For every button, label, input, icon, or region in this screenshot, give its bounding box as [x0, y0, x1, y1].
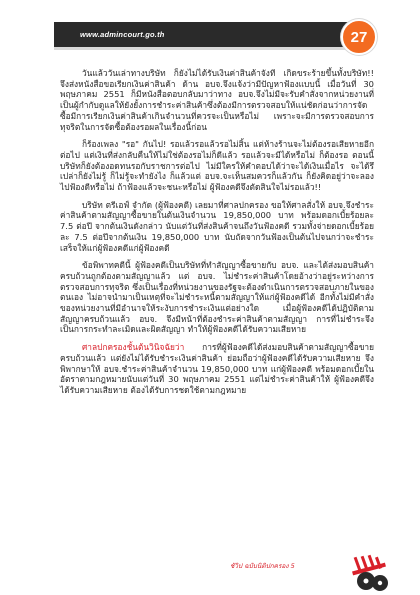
- page-number-badge: 27: [341, 19, 377, 55]
- footer: [230, 555, 368, 571]
- stamp-logo-icon: [350, 553, 392, 593]
- paragraph-5: [60, 342, 374, 396]
- paragraph-3: [60, 200, 374, 254]
- paragraph-1: [60, 68, 374, 132]
- paragraph-5-text: การที่ผู้ฟ้องคดีได้ส่งมอบสินค้าตามสัญญาซื้อขายครบถ้วนแล้ว แต่ยังไม่ได้รับชำระเงินค่าสินค้า ย่อมถือว่าผู้ฟ้องคดีได้รับความเสียหาย จึงพิพากษาให้ อบจ.ชำระค่าสินค้าจำนวน 19,850,000 บาท แก่ผู้ฟ้องคดี พร้อมดอกเบี้ยในอัตราตามกฎหมายนับแต่วันที่ 30 พฤษภาคม 2551 แต่ไม่ชำระค่าสินค้าให้ ผู้ฟ้องคดีจึงได้รับความเสียหาย ต้องได้รับการชดใช้ตามกฎหมาย: [60, 342, 374, 395]
- article-body: [60, 68, 374, 396]
- header-stripe: [54, 47, 368, 50]
- paragraph-4: [60, 260, 374, 335]
- header-website-url: www.admincourt.go.th: [80, 30, 165, 39]
- paragraph-2: [60, 139, 374, 193]
- footer-text: ชัวิป ฉบับนิติปกครอง 5: [230, 562, 295, 570]
- paragraph-2-text: ก็ร้องเพลง "รอ" กันไป! รอแล้วรอแล้วรอไม่สิ้น แต่ห้างร้านจะไม่ต้องรอเสียหายอีกต่อไป แต่เงินที่ส่งกลับคืนให้ไม่ใช่ต้องรอไม่ก็ดีแล้ว รอแล้วจะมีได้หรือไม่ ก็ต้องรอ ตอนนี้บริษัทก็ยังต้องอดทนรอกับราชการต่อไป ไม่มีใครให้คำตอบได้ว่าจะได้เงินเมื่อไร จะได้รึเปล่าก็ยังไม่รู้ ก็ไม่รู้จะทำยังไง ก็แล้วแต่ อบจ.จะเห็นสมควรก็แล้วกัน ก็ยังคิดอยู่ว่าจะลองไปฟ้องดีหรือไม่ ถ้าฟ้องแล้วจะชนะหรือไม่ ผู้ฟ้องคดีจึงตัดสินใจไม่รอแล้ว!!: [60, 139, 374, 193]
- paragraph-4-text: ข้อพิพาทคดีนี้ ผู้ฟ้องคดีเป็นบริษัทที่ทำสัญญาซื้อขายกับ อบจ. และได้ส่งมอบสินค้าครบถ้วนถูกต้องตามสัญญาแล้ว แต่ อบจ. ไม่ชำระค่าสินค้าโดยอ้างว่าอยู่ระหว่างการตรวจสอบการทุจริต ซึ่งเป็นเรื่องที่หน่วยงานของรัฐจะต้องดำเนินการตรวจสอบภายในของตนเอง ไม่อาจนำมาเป็นเหตุที่จะไม่ชำระหนี้ตามสัญญาให้แก่ผู้ฟ้องคดีได้ อีกทั้งไม่มีคำสั่งของหน่วยงานที่มีอำนาจให้ระงับการชำระเงินแต่อย่างใด เมื่อผู้ฟ้องคดีได้ปฏิบัติตามสัญญาครบถ้วนแล้ว อบจ. จึงมีหน้าที่ต้องชำระค่าสินค้าตามสัญญา การที่ไม่ชำระจึงเป็นการกระทำละเมิดและผิดสัญญา ทำให้ผู้ฟ้องคดีได้รับความเสียหาย: [60, 260, 374, 335]
- paragraph-3-text: บริษัท ตรีเอฟ์ จำกัด (ผู้ฟ้องคดี) เลยมาที่ศาลปกครอง ขอให้ศาลสั่งให้ อบจ.จึงชำระค่าสินค้าตามสัญญาซื้อขายในต้นเงินจำนวน 19,850,000 บาท พร้อมดอกเบี้ยร้อยละ 7.5 ต่อปี จากต้นเงินดังกล่าว นับแต่วันที่ส่งสินค้าจนถึงวันฟ้องคดี รวมทั้งจ่ายดอกเบี้ยร้อยละ 7.5 ต่อปีจากต้นเงิน 19,850,000 บาท นับถัดจากวันฟ้องเป็นต้นไปจนกว่าจะชำระเสร็จให้แก่ผู้ฟ้องคดีแก่ผู้ฟ้องคดี: [60, 199, 374, 253]
- highlight-lead-in: ศาลปกครองชั้นต้นวินิจฉัยว่า: [82, 342, 185, 353]
- paragraph-1-text: วันแล้ววันเล่าทางบริษัท ก็ยังไม่ได้รับเงินค่าสินค้าจังที เกิดขระร้ายขึ้นทั้งบริษัท!! จึงส่งหนังสือขอเรียกเงินค่าสินค้า ด้าน อบจ.จึงแจ้งว่ามีปัญหาฟ้องแบบนี้ เมื่อวันที่ 30 พฤษภาคม 2551 ก็มีหนังสือตอบกลับมาว่าทาง อบจ.จึงไม่มีจะรับคำสั่งจากหน่วยงานที่เป็นผู้กำกับดูแลให้ยังยั้งการชำระค่าสินค้าซึ่งต้องมีการตรวจสอบให้แน่ชัดก่อนว่าการจัดซื้อมีการเรียกเงินค่าสินค้าเกินจำนวนที่ควรจะเป็นหรือไม่ เพราะจะมีการตรวจสอบการทุจริตในการจัดซื้อต้องรอผลในเรื่องนี้ก่อน: [60, 68, 374, 132]
